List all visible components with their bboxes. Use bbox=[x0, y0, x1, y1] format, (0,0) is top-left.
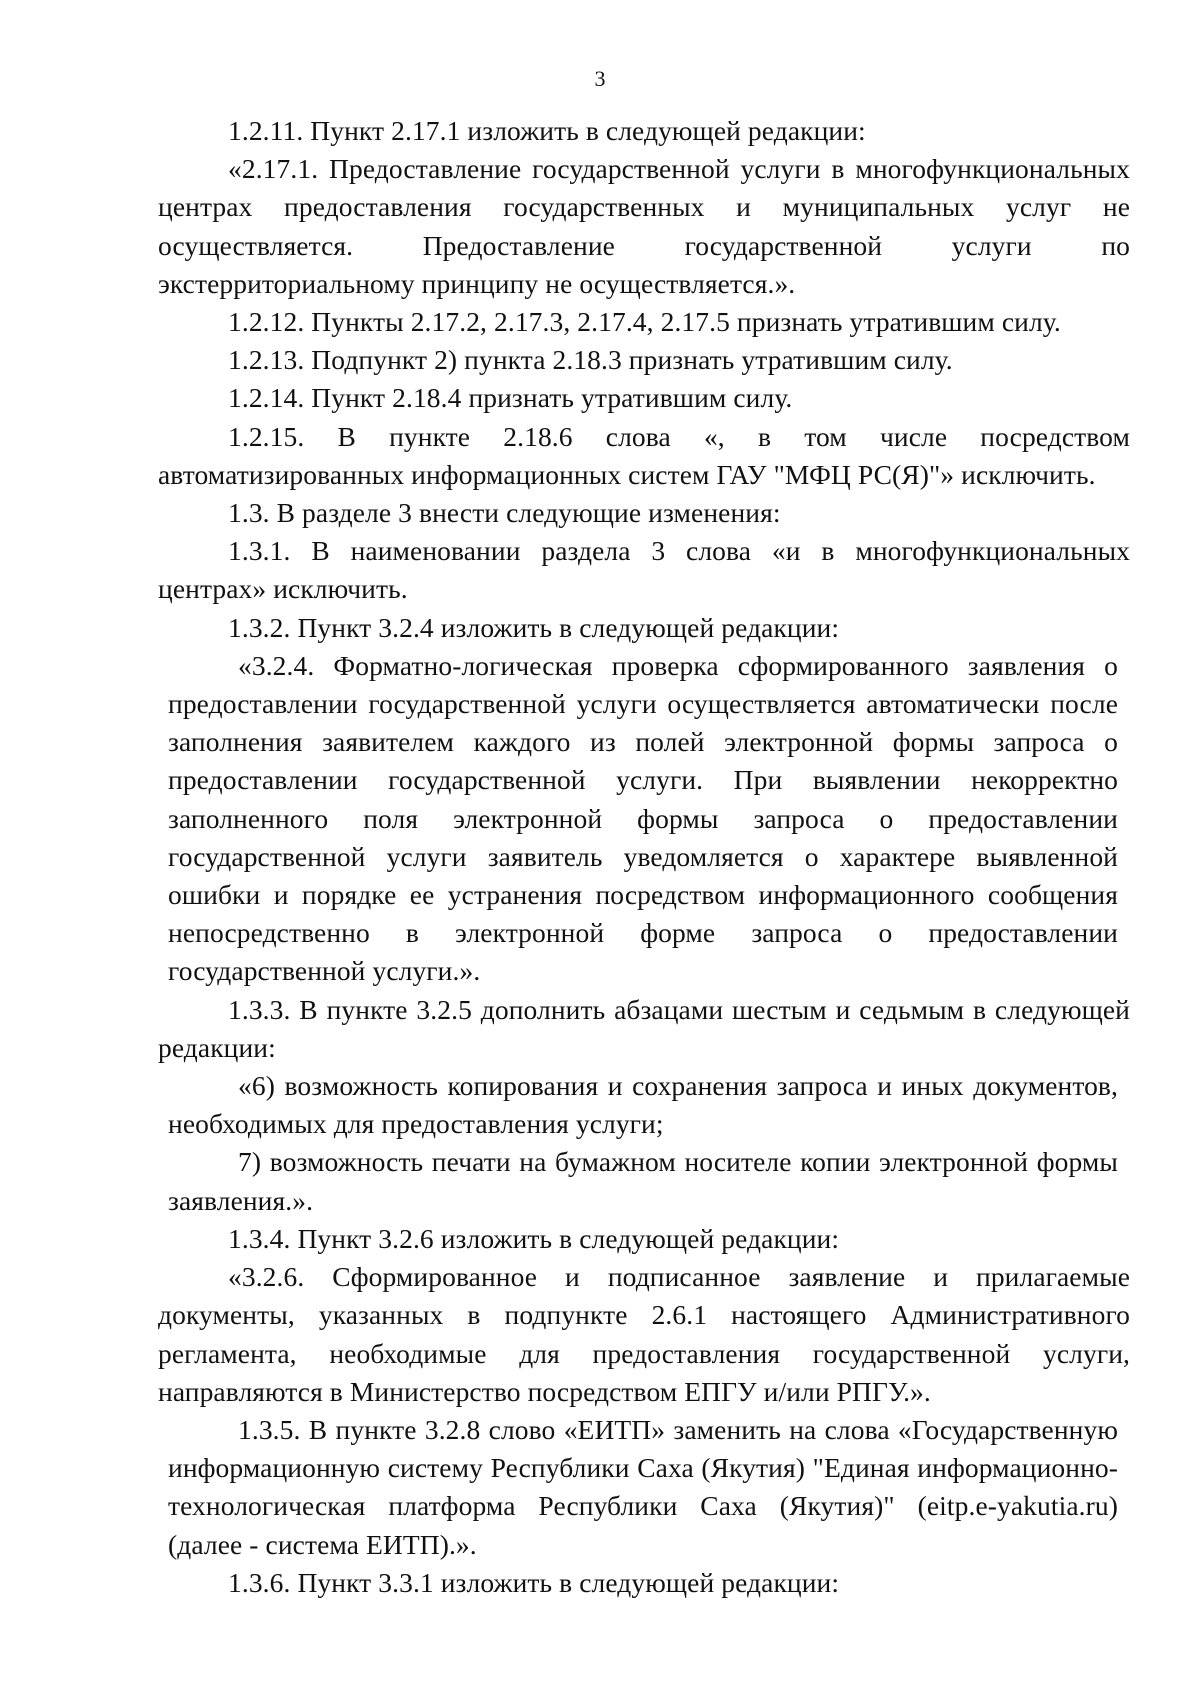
paragraph-1-3: 1.3. В разделе 3 внести следующие изменения: bbox=[228, 497, 781, 529]
paragraph-quote-item-6: «6) возможность копирования и сохранения запроса и иных документов, необходимых для предоставления услуги; bbox=[168, 1070, 1118, 1140]
paragraph-1-2-15: 1.2.15. В пункте 2.18.6 слова «, в том числе посредством автоматизированных информационных систем ГАУ "МФЦ РС(Я)"» исключить. bbox=[158, 420, 1130, 490]
paragraph-quote-2-17-1: «2.17.1. Предоставление государственной услуги в многофункциональных центрах предоставления государственных и муниципальных услуг не осуществляется. Предоставление государственной услуги по экстерриториальному принципу не осуществляется.». bbox=[158, 153, 1130, 299]
paragraph-1-3-5: 1.3.5. В пункте 3.2.8 слово «ЕИТП» заменить на слова «Государственную информационную систему Республики Саха (Якутия) "Единая информационно-технологическая платформа Республики Саха (Якутия)" (eitp.e-yakutia.ru) (далее - система ЕИТП).». bbox=[168, 1413, 1118, 1560]
page-number: 3 bbox=[594, 66, 606, 91]
paragraph-quote-3-2-6: «3.2.6. Сформированное и подписанное заявление и прилагаемые документы, указанных в подпункте 2.6.1 настоящего Административного регламента, необходимые для предоставления государственной услуги, направляются в Министерство посредством ЕПГУ и/или РПГУ.». bbox=[158, 1261, 1130, 1407]
paragraph-1-3-4: 1.3.4. Пункт 3.2.6 изложить в следующей редакции: bbox=[228, 1222, 840, 1254]
paragraph-1-3-3: 1.3.3. В пункте 3.2.5 дополнить абзацами шестым и седьмым в следующей редакции: bbox=[158, 993, 1130, 1063]
paragraph-1-3-6: 1.3.6. Пункт 3.3.1 изложить в следующей редакции: bbox=[228, 1566, 840, 1598]
paragraph-1-2-14: 1.2.14. Пункт 2.18.4 признать утратившим силу. bbox=[228, 382, 793, 414]
paragraph-quote-item-7: 7) возможность печати на бумажном носителе копии электронной формы заявления.». bbox=[168, 1146, 1118, 1216]
document-body bbox=[158, 112, 1130, 1602]
paragraph-1-3-1: 1.3.1. В наименовании раздела 3 слова «и в многофункциональных центрах» исключить. bbox=[158, 535, 1130, 605]
paragraph-1-2-12: 1.2.12. Пункты 2.17.2, 2.17.3, 2.17.4, 2.17.5 признать утратившим силу. bbox=[228, 306, 1061, 338]
paragraph-quote-3-2-4: «3.2.4. Форматно-логическая проверка сформированного заявления о предоставлении государственной услуги осуществляется автоматически после заполнения заявителем каждого из полей электронной формы запроса о предоставлении государственной услуги. При выявлении некорректно заполненного поля электронной формы запроса о предоставлении государственной услуги заявитель уведомляется о характере выявленной ошибки и порядке ее устранения посредством информационного сообщения непосредственно в электронной форме запроса о предоставлении государственной услуги.». bbox=[168, 649, 1118, 987]
paragraph-1-2-13: 1.2.13. Подпункт 2) пункта 2.18.3 признать утратившим силу. bbox=[228, 344, 953, 376]
paragraph-1-2-11: 1.2.11. Пункт 2.17.1 изложить в следующей редакции: bbox=[228, 115, 866, 146]
paragraph-1-3-2: 1.3.2. Пункт 3.2.4 изложить в следующей редакции: bbox=[228, 611, 840, 643]
